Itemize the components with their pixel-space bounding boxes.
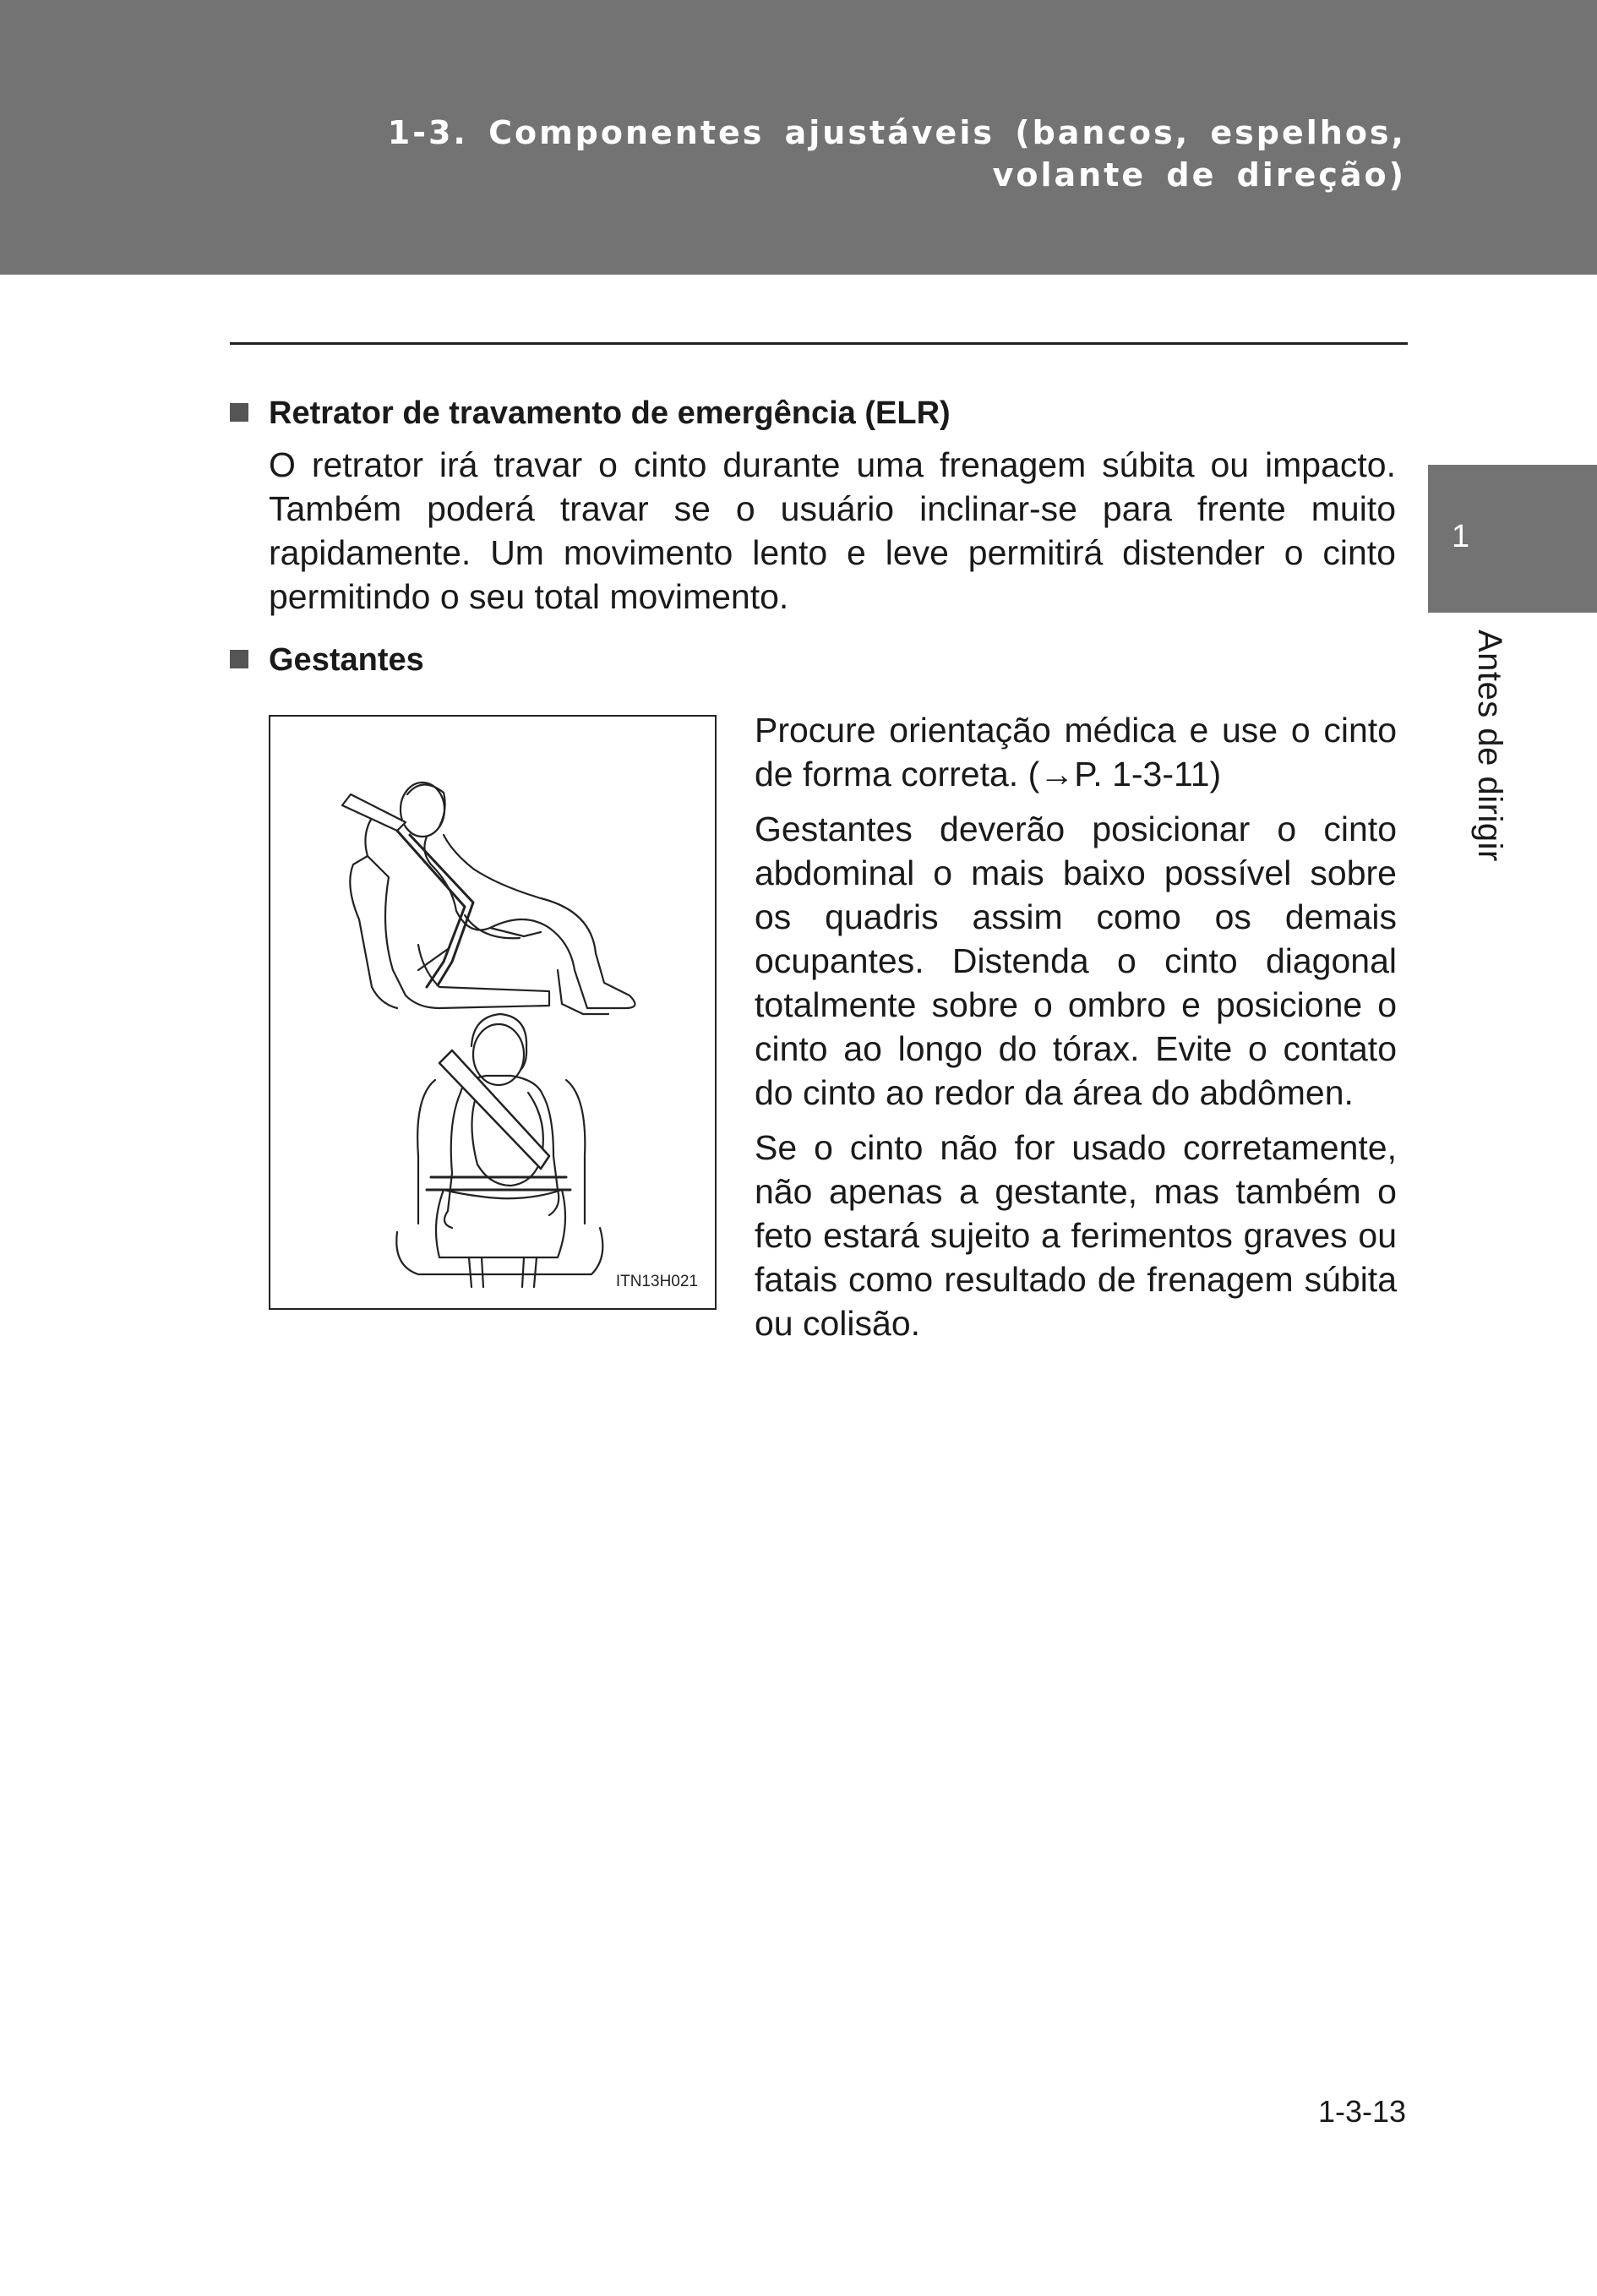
elr-heading-text: Retrator de travamento de emergência (ELR) [269, 395, 951, 431]
chapter-title [388, 112, 1406, 196]
elr-section-heading [230, 395, 951, 432]
seatbelt-drawing [270, 717, 715, 1308]
page-header [0, 0, 1597, 275]
pregnant-section-heading [230, 641, 424, 679]
chapter-tab-number: 1 [1452, 519, 1470, 554]
pregnant-paragraph-2: Gestantes deverão posicionar o cinto abdominal o mais baixo possível sobre os quadris assim como os demais ocupantes. Distenda o cinto diagonal totalmente sobre o ombro e posicione o cinto ao longo do tórax. Evite o contato do cinto ao redor da área do abdômen. [755, 810, 1397, 1112]
figure-code: ITN13H021 [615, 1273, 698, 1290]
chapter-title-line1: 1-3. Componentes ajustáveis (bancos, espelhos, [387, 114, 1406, 151]
square-bullet-icon [230, 650, 248, 668]
chapter-tab-label: Antes de dirigir [1471, 630, 1508, 862]
pregnant-paragraph-3: Se o cinto não for usado corretamente, não apenas a gestante, mas também o feto estará sujeito a ferimentos graves ou fatais como resultado de frenagem súbita ou colisão. [755, 1128, 1397, 1343]
chapter-title-line2: volante de direção) [992, 156, 1406, 194]
square-bullet-icon [230, 403, 248, 422]
header-divider [230, 342, 1408, 345]
pregnant-heading-text: Gestantes [269, 642, 424, 678]
page-number: 1-3-13 [1317, 2094, 1406, 2129]
elr-paragraph: O retrator irá travar o cinto durante uma frenagem súbita ou impacto. Também poderá travar se o usuário inclinar-se para frente muito rapidamente. Um movimento lento e leve permitirá distender o cinto permitindo o seu total movimento. [269, 445, 1396, 616]
pregnant-seatbelt-illustration [269, 715, 717, 1310]
pregnant-paragraph-1: Procure orientação médica e use o cinto de forma correta. (→P. 1-3-11) [755, 711, 1397, 794]
